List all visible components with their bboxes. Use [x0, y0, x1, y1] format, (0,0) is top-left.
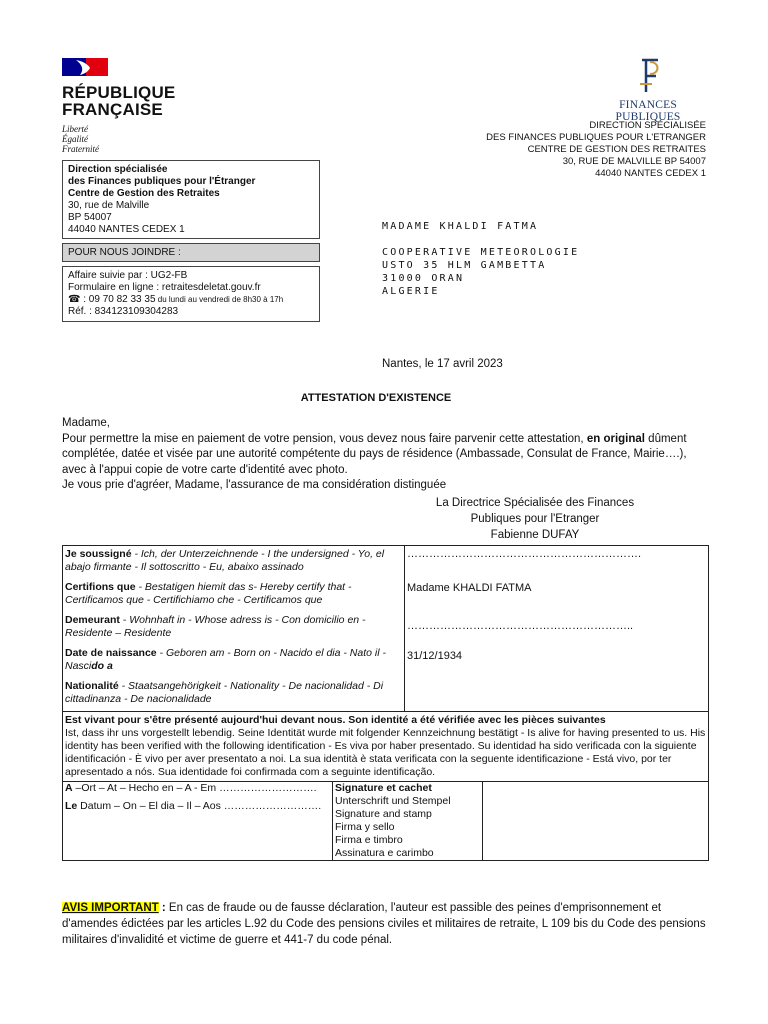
- header-address-line: DES FINANCES PUBLIQUES POUR L'ETRANGER: [486, 132, 706, 143]
- sender-line: BP 54007: [68, 212, 112, 223]
- vivant-translations: Ist, dass ihr uns vorgestellt lebendig. Seine Identität wurde mit folgender Kennzeichnung bestätigt - Is alive for having presented to us. His identity has been verified with the following identification - Es viva por haber presentado. Su identidad ha sido verificada con la siguiente identificación - È vivo per aver presentato a noi. La sua identità è stata verificata con la seguente identificazione - Está vivo, por ter apresentado a nós. Sua identidade foi confirmada com a seguinte identificação.: [65, 727, 706, 778]
- closing: Je vous prie d'agréer, Madame, l'assurance de ma considération distinguée: [62, 479, 447, 491]
- place-line[interactable]: [65, 782, 330, 795]
- notice-colon: :: [158, 902, 169, 914]
- signatory-line: Publiques pour l'Etranger: [470, 513, 600, 525]
- online-form: Formulaire en ligne : retraitesdeletat.gouv.fr: [68, 282, 261, 293]
- header-address-line: DIRECTION SPÉCIALISÉE: [589, 120, 706, 131]
- signature-line: Assinatura e carimbo: [335, 847, 434, 859]
- naissance-translations: - Geboren am - Born on - Nacido el dia - Nato il - Nasci: [65, 647, 386, 672]
- body-paragraph: [62, 432, 712, 479]
- recipient-line: ALGERIE: [382, 286, 440, 297]
- recipient-line: 31000 ORAN: [382, 273, 465, 284]
- signature-line: Firma y sello: [335, 821, 395, 833]
- contact-header-label: POUR NOUS JOINDRE :: [68, 247, 181, 258]
- place-label: A: [65, 782, 73, 794]
- vivant-cell: [63, 712, 709, 782]
- case-info-box: [62, 266, 320, 322]
- header-address-line: CENTRE DE GESTION DES RETRAITES: [527, 144, 706, 155]
- header-address-line: 44040 NANTES CEDEX 1: [595, 168, 706, 179]
- phone-number: ☎ : 09 70 82 33 35: [68, 294, 156, 305]
- recipient-line: [382, 233, 579, 246]
- document-title: ATTESTATION D'EXISTENCE: [300, 392, 452, 404]
- sender-line: des Finances publiques pour l'Étranger: [68, 176, 256, 187]
- phone-hours: du lundi au vendredi de 8h30 à 17h: [155, 295, 284, 304]
- reference: Réf. : 834123109304283: [68, 306, 179, 317]
- date-text: Datum – On – El dia – Il – Aos ……………………….: [77, 800, 322, 812]
- signatory-name: Fabienne DUFAY: [490, 529, 580, 541]
- rf-line2: FRANÇAISE: [62, 100, 163, 119]
- signature-line: Firma e timbro: [335, 834, 403, 846]
- sender-address-box: [62, 160, 320, 239]
- recipient-line: MADAME KHALDI FATMA: [382, 221, 539, 232]
- certifions-translations: - Bestatigen hiemit das s- Hereby certify that - Certificamos que - Certifichiamo che - Certificamos que: [65, 581, 352, 606]
- signatory-block: [410, 495, 660, 543]
- republique-francaise-logo: [62, 58, 175, 154]
- naissance-label: [63, 645, 404, 673]
- certifions-label: [63, 579, 404, 607]
- sender-line: 30, rue de Malville: [68, 200, 150, 211]
- header-address-line: 30, RUE DE MALVILLE BP 54007: [562, 156, 706, 167]
- signature-table: [62, 781, 709, 861]
- date-line: Nantes, le 17 avril 2023: [382, 358, 503, 370]
- body-text-bold: en original: [586, 432, 645, 445]
- letter-body: [62, 416, 712, 494]
- body-text-a: Pour permettre la mise en paiement de votre pension, vous devez nous faire parvenir cette attestation,: [62, 432, 587, 445]
- sender-line: Direction spécialisée: [68, 164, 168, 175]
- marianne-flag-icon: [62, 58, 110, 78]
- soussigne-value[interactable]: ……………………………………………………….: [407, 548, 642, 560]
- recipient-address: [382, 220, 579, 298]
- recipient-line: COOPERATIVE METEOROLOGIE: [382, 247, 580, 258]
- attestation-form: [62, 545, 708, 861]
- identity-table: [62, 545, 709, 782]
- signature-title: Signature et cachet: [335, 782, 432, 794]
- header-address: [486, 120, 706, 180]
- sender-line: 44040 NANTES CEDEX 1: [68, 224, 185, 235]
- devise-fraternite: Fraternité: [62, 144, 99, 154]
- rf-line1: RÉPUBLIQUE: [62, 83, 176, 102]
- nationalite-bold: Nationalité: [65, 680, 119, 692]
- demeurant-translations: - Wohnhaft in - Whose adress is - Con domicilio en - Residente – Residente: [65, 614, 366, 639]
- notice-text: En cas de fraude ou de fausse déclaration, l'auteur est passible des peines d'emprisonnement et d'amendes édictées par les articles L.92 du Code des pensions civiles et militaires de retraite, L 109 bis du Code des pensions militaires d'invalidité et victime de guerre et 441-7 du code pénal.: [62, 902, 706, 946]
- identity-labels-cell: [63, 546, 405, 712]
- signature-line: Signature and stamp: [335, 808, 432, 820]
- signature-line: Unterschrift und Stempel: [335, 795, 451, 807]
- date-field-line[interactable]: [65, 800, 330, 813]
- date-label: Le: [65, 800, 78, 812]
- salutation: Madame,: [62, 417, 110, 429]
- nationalite-label: [63, 678, 404, 706]
- phone-line: [68, 294, 314, 306]
- finances-publiques-logo-icon: [628, 56, 668, 96]
- naissance-bold: Date de naissance: [65, 647, 157, 659]
- soussigne-translations: - Ich, der Unterzeichnende - I the undersigned - Yo, el abajo firmante - Il sottoscritto - Eu, abaixo assinado: [65, 548, 385, 573]
- demeurant-bold: Demeurant: [65, 614, 120, 626]
- demeurant-label: [63, 612, 404, 640]
- demeurant-value[interactable]: ……………………………………………………..: [407, 620, 634, 632]
- signature-stamp-area[interactable]: [483, 782, 709, 861]
- certifions-value[interactable]: Madame KHALDI FATMA: [407, 582, 532, 594]
- place-date-cell[interactable]: [63, 782, 333, 861]
- contact-header-box: [62, 243, 320, 262]
- soussigne-bold: Je soussigné: [65, 548, 132, 560]
- recipient-line: USTO 35 HLM GAMBETTA: [382, 260, 547, 271]
- sender-line: Centre de Gestion des Retraites: [68, 188, 220, 199]
- vivant-heading: Est vivant pour s'être présenté aujourd'hui devant nous. Son identité a été vérifiée avec les pièces suivantes: [65, 714, 606, 726]
- naissance-value[interactable]: 31/12/1934: [407, 650, 463, 662]
- important-notice: [62, 900, 712, 948]
- nationalite-translations: - Staatsangehörigkeit - Nationality - De nacionalidad - Di cittadinanza - De nacionalidade: [65, 680, 384, 705]
- soussigne-label: [63, 546, 404, 574]
- devise-egalite: Égalité: [62, 134, 88, 144]
- place-text: –Ort – At – Hecho en – A - Em ……………………….: [72, 782, 317, 794]
- notice-label: AVIS IMPORTANT: [62, 902, 159, 914]
- body-text-b: dûment complétée, datée et visée par une autorité compétente du pays de résidence (Ambassade, Consulat de France, Mairie….), avec à l'appui copie de votre carte d'identité avec photo.: [62, 432, 687, 476]
- naissance-translations-bold: do a: [91, 660, 113, 672]
- devise-liberte: Liberté: [62, 124, 88, 134]
- identity-values-cell[interactable]: [405, 546, 709, 712]
- signature-label-cell: [333, 782, 483, 861]
- finances-publiques-logo: [586, 56, 710, 123]
- certifions-bold: Certifions que: [65, 581, 136, 593]
- signatory-line: La Directrice Spécialisée des Finances: [435, 497, 635, 509]
- finances-publiques-text: FINANCES PUBLIQUES: [615, 99, 681, 123]
- case-handler: Affaire suivie par : UG2-FB: [68, 270, 188, 281]
